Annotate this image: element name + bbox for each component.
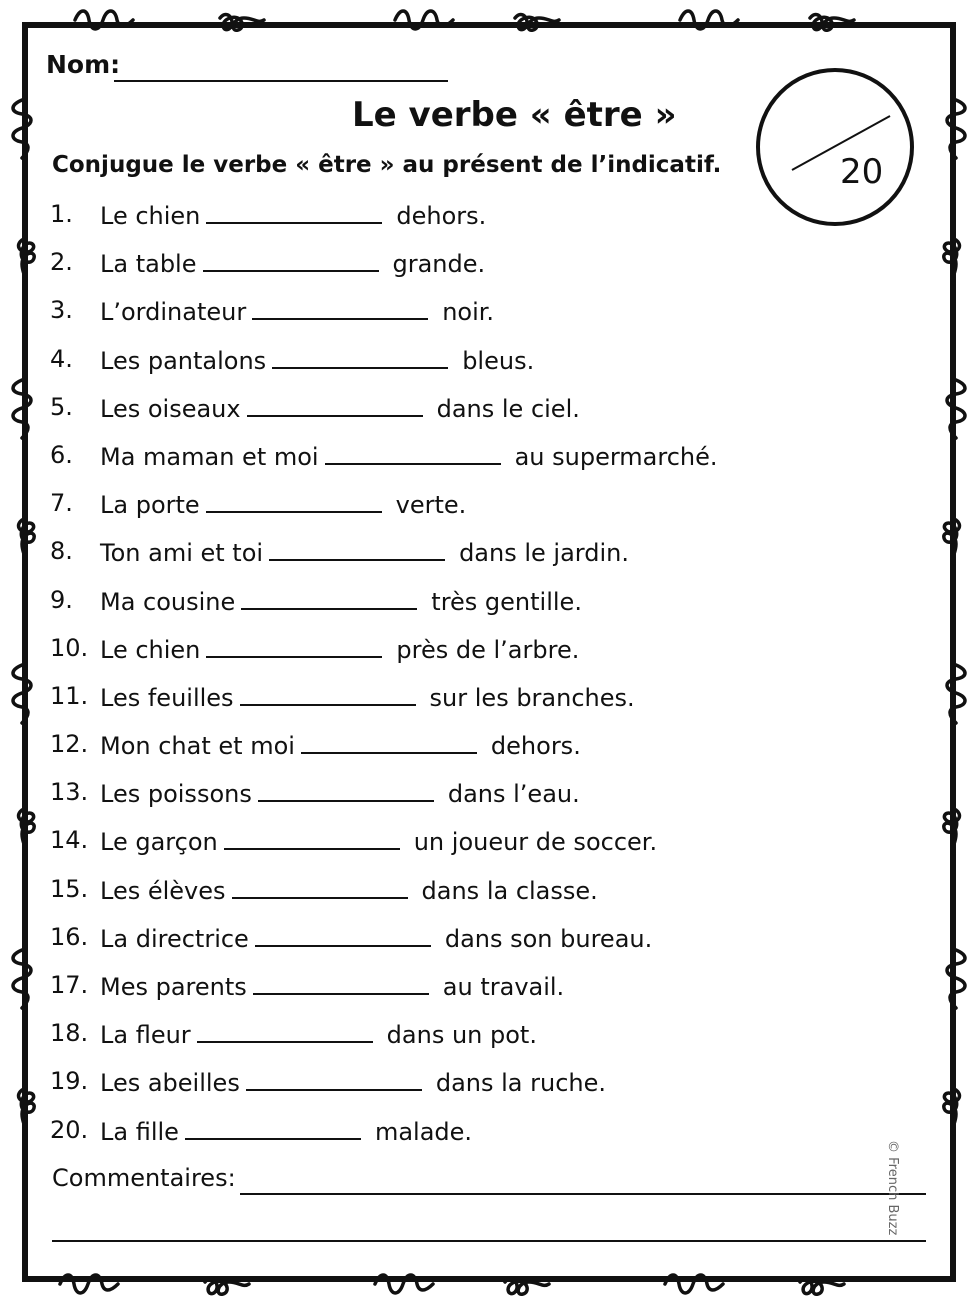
answer-blank[interactable] — [258, 778, 434, 802]
item-ending: au supermarché. — [514, 442, 718, 471]
item-sentence — [100, 971, 564, 1001]
item-subject: La table — [100, 250, 197, 279]
item-ending: grande. — [392, 250, 486, 279]
item-ending: dans la ruche. — [435, 1069, 606, 1098]
item-sentence — [100, 296, 494, 326]
item-number: 11. — [50, 681, 89, 710]
item-ending: dans son bureau. — [444, 924, 653, 953]
item-ending: un joueur de soccer. — [413, 828, 658, 857]
item-ending: dehors. — [490, 732, 581, 761]
item-ending: dans un pot. — [386, 1021, 537, 1050]
item-sentence — [100, 586, 582, 616]
item-number: 20. — [50, 1115, 89, 1144]
item-ending: dehors. — [396, 202, 487, 230]
instructions: Conjugue le verbe « être » au présent de l’indicatif. — [52, 152, 722, 178]
answer-blank[interactable] — [185, 1116, 361, 1140]
item-subject: Ma cousine — [100, 587, 236, 616]
answer-blank[interactable] — [241, 586, 417, 610]
item-sentence — [100, 441, 718, 471]
item-number: 15. — [50, 874, 89, 903]
item-ending: sur les branches. — [429, 683, 635, 712]
item-number: 18. — [50, 1019, 89, 1048]
item-subject: Les pantalons — [100, 346, 267, 375]
item-sentence — [100, 1019, 537, 1049]
item-subject: Mes parents — [100, 973, 247, 1001]
item-subject: La fille — [100, 1117, 179, 1146]
item-ending: dans le ciel. — [436, 394, 580, 423]
item-number: 4. — [50, 344, 73, 373]
item-ending: très gentille. — [431, 587, 582, 616]
answer-blank[interactable] — [206, 634, 382, 658]
answer-blank[interactable] — [246, 1067, 422, 1091]
item-sentence — [100, 1067, 606, 1097]
answer-blank[interactable] — [255, 923, 431, 947]
item-sentence — [100, 393, 580, 423]
score-slash — [760, 72, 910, 222]
item-subject: L’ordinateur — [100, 298, 247, 327]
item-number: 13. — [50, 778, 89, 807]
item-ending: bleus. — [462, 346, 535, 375]
answer-blank[interactable] — [253, 971, 429, 995]
item-sentence — [100, 826, 657, 856]
item-subject: Les feuilles — [100, 683, 234, 712]
item-number: 8. — [50, 537, 73, 566]
item-ending: verte. — [395, 491, 467, 520]
item-number: 10. — [50, 633, 89, 662]
item-subject: Le chien — [100, 202, 201, 230]
item-ending: dans l’eau. — [447, 780, 580, 809]
item-number: 5. — [50, 392, 73, 421]
item-subject: Les élèves — [100, 876, 226, 905]
item-sentence — [100, 1116, 472, 1146]
item-sentence — [100, 489, 466, 519]
item-subject: Le chien — [100, 635, 201, 664]
item-sentence — [100, 248, 485, 278]
item-number: 16. — [50, 922, 89, 951]
item-number: 17. — [50, 971, 89, 999]
item-subject: Les oiseaux — [100, 394, 241, 423]
item-subject: Les abeilles — [100, 1069, 240, 1098]
item-number: 9. — [50, 585, 73, 614]
item-number: 2. — [50, 248, 73, 277]
answer-blank[interactable] — [325, 441, 501, 465]
worksheet-title: Le verbe « être » — [352, 95, 677, 135]
item-subject: Les poissons — [100, 780, 252, 809]
item-number: 19. — [50, 1067, 89, 1096]
item-number: 7. — [50, 489, 73, 518]
item-ending: dans le jardin. — [459, 539, 629, 568]
item-number: 1. — [50, 200, 73, 228]
item-ending: malade. — [374, 1117, 473, 1146]
name-field-line[interactable] — [114, 80, 448, 82]
item-sentence — [100, 200, 486, 230]
copyright-notice: © French Buzz — [885, 1140, 900, 1236]
score-circle — [756, 68, 914, 226]
answer-blank[interactable] — [203, 248, 379, 272]
item-subject: Mon chat et moi — [100, 732, 295, 761]
item-sentence — [100, 634, 579, 664]
comments-field-line[interactable] — [240, 1193, 926, 1195]
answer-blank[interactable] — [252, 296, 428, 320]
item-subject: Ton ami et toi — [100, 539, 264, 568]
answer-blank[interactable] — [232, 875, 408, 899]
answer-blank[interactable] — [197, 1019, 373, 1043]
item-subject: La porte — [100, 491, 200, 520]
item-subject: Ma maman et moi — [100, 442, 319, 471]
comments-label: Commentaires: — [52, 1164, 236, 1192]
comments-extra-line[interactable] — [52, 1240, 926, 1242]
answer-blank[interactable] — [206, 200, 382, 224]
answer-blank[interactable] — [272, 345, 448, 369]
item-ending: près de l’arbre. — [396, 635, 580, 664]
item-number: 12. — [50, 730, 89, 759]
item-ending: au travail. — [442, 973, 565, 1001]
item-sentence — [100, 730, 581, 760]
item-subject: Le garçon — [100, 828, 218, 857]
item-sentence — [100, 537, 629, 567]
item-number: 3. — [50, 296, 73, 325]
item-subject: La directrice — [100, 924, 249, 953]
answer-blank[interactable] — [301, 730, 477, 754]
name-label: Nom: — [46, 50, 121, 79]
item-sentence — [100, 923, 652, 953]
item-sentence — [100, 778, 580, 808]
item-ending: dans la classe. — [421, 876, 598, 905]
answer-blank[interactable] — [269, 537, 445, 561]
answer-blank[interactable] — [247, 393, 423, 417]
item-ending: noir. — [442, 298, 495, 327]
score-total: 20 — [840, 152, 884, 192]
item-sentence — [100, 345, 534, 375]
answer-blank[interactable] — [206, 489, 382, 513]
item-sentence — [100, 875, 598, 905]
item-subject: La fleur — [100, 1021, 191, 1050]
item-number: 6. — [50, 440, 73, 469]
answer-blank[interactable] — [224, 826, 400, 850]
item-sentence — [100, 682, 635, 712]
answer-blank[interactable] — [240, 682, 416, 706]
item-number: 14. — [50, 826, 89, 855]
